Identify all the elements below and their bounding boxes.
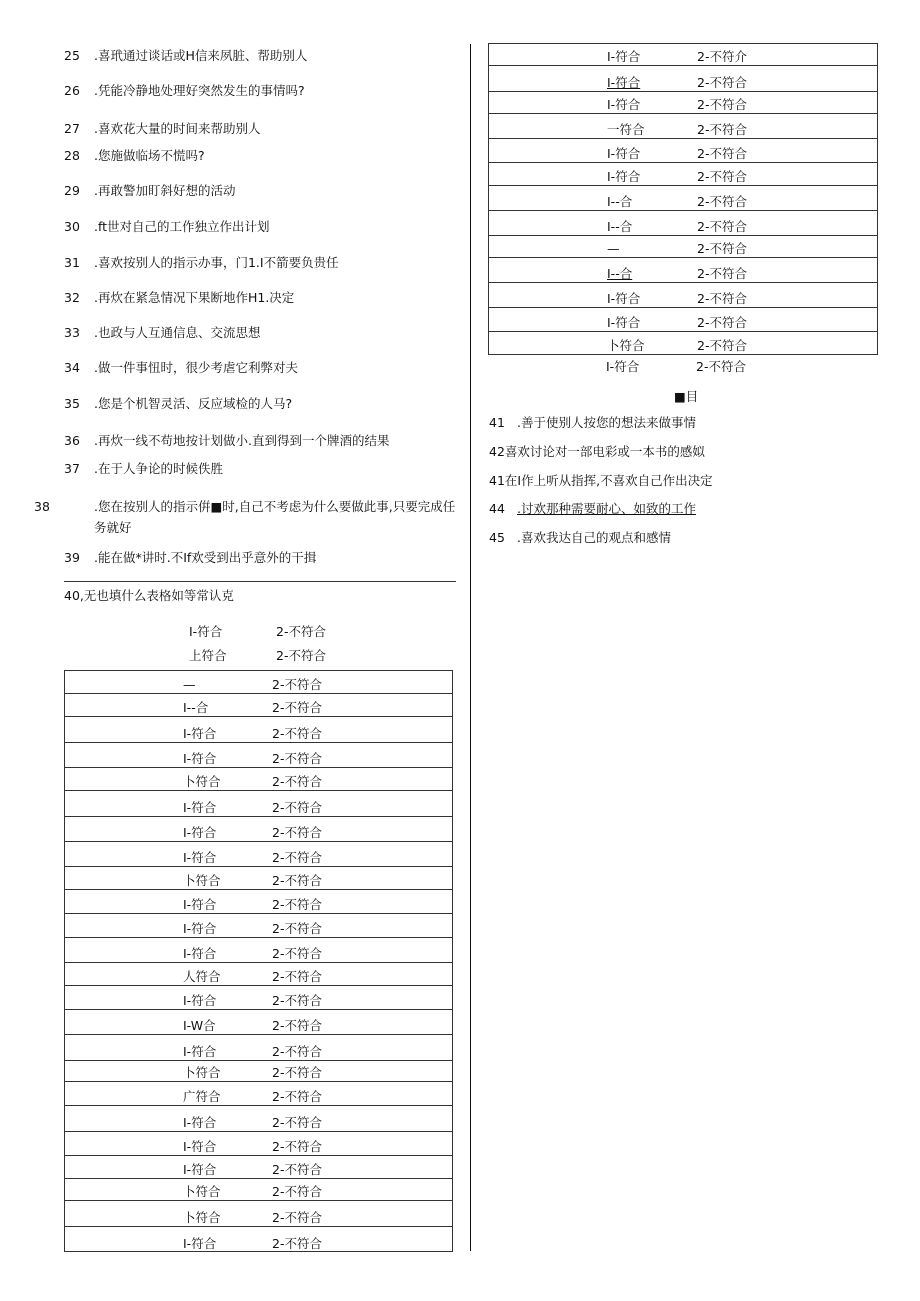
option-b: 2-不符合: [272, 751, 322, 766]
question-33: 33 .也政与人互通信息、交流思想: [64, 325, 261, 340]
option-a: 一符合: [607, 122, 645, 137]
option-b: 2-不符合: [272, 1139, 322, 1154]
option-a: 卜符合: [183, 774, 221, 789]
option-a: 人符合: [183, 969, 221, 984]
option-b: 2-不符合: [697, 291, 747, 306]
table-row: [65, 1156, 452, 1179]
option-a: I-符合: [183, 1044, 217, 1059]
section-divider: [64, 581, 456, 582]
question-32: 32 .再炊在紧急情况下果断地作H1.决定: [64, 290, 295, 305]
option-b: 2-不符合: [272, 1210, 322, 1225]
table-row: [65, 842, 452, 867]
option-b: 2-不符合: [272, 1115, 322, 1130]
option-a: I-符合: [607, 315, 641, 330]
option-a: I-符合: [607, 291, 641, 306]
option-b: 2-不符合: [697, 219, 747, 234]
question-26: 26 .凭能冷静地处理好突然发生的事情吗?: [64, 83, 305, 98]
option-b: 2-不符合: [272, 700, 322, 715]
option-b: 2-不符合: [697, 169, 747, 184]
option-b: 2-不符合: [697, 75, 747, 90]
option-a: 卜符合: [183, 1184, 221, 1199]
question-35: 35 .您是个机智灵活、反应域检的人马?: [64, 396, 293, 411]
table-row: [65, 1227, 452, 1252]
left-free-row-2-option-b: 2-不符合: [276, 648, 326, 663]
option-a: 卜符合: [183, 1210, 221, 1225]
option-a: I-符合: [183, 751, 217, 766]
table-row: [489, 332, 877, 354]
question-45: 45 .喜欢我达自己的观点和感情: [489, 530, 671, 545]
option-a: I-符合: [607, 146, 641, 161]
table-row: [65, 768, 452, 791]
option-a: I-符合: [183, 993, 217, 1008]
option-b: 2-不符合: [272, 774, 322, 789]
option-b: 2-不符合: [272, 1236, 322, 1251]
option-b: 2-不符合: [272, 969, 322, 984]
option-a: 卜符合: [183, 1065, 221, 1080]
table-row: [65, 694, 452, 717]
question-41: 41 .善于使别人按您的想法来做事情: [489, 415, 696, 430]
option-b: 2-不符合: [272, 825, 322, 840]
question-39: 39 .能在做*讲时.不If欢受到出乎意外的干揖: [64, 550, 317, 565]
option-b: 2-不符合: [272, 1162, 322, 1177]
table-row: [65, 1082, 452, 1106]
table-row: [65, 1132, 452, 1156]
table-row: [65, 817, 452, 842]
option-b: 2-不符合: [272, 1184, 322, 1199]
table-row: [65, 890, 452, 914]
option-a: I--合: [607, 219, 633, 234]
table-row: [489, 308, 877, 332]
option-b: 2-不符合: [697, 97, 747, 112]
table-row: [65, 963, 452, 986]
option-b: 2-不符合: [272, 1044, 322, 1059]
table-row: [65, 791, 452, 817]
option-a: I-符合: [183, 1236, 217, 1251]
table-row: [489, 66, 877, 92]
option-b: 2-不符合: [272, 800, 322, 815]
option-a: —: [183, 677, 196, 692]
table-row: [65, 938, 452, 963]
option-a: I-符合: [183, 897, 217, 912]
right-answer-table: [488, 43, 878, 355]
question-43: 41在I作上听从指挥,不喜欢自己作出决定: [489, 473, 713, 488]
table-row: [489, 186, 877, 211]
option-b: 2-不符合: [272, 993, 322, 1008]
section-mark: ■目: [674, 389, 699, 404]
option-b: 2-不符合: [272, 1018, 322, 1033]
left-answer-table: [64, 670, 453, 1252]
table-row: [65, 1035, 452, 1061]
option-a: I-符合: [183, 946, 217, 961]
option-a: 卜符合: [607, 338, 645, 353]
option-a: I-符合: [183, 825, 217, 840]
option-a: I-符合: [183, 800, 217, 815]
option-b: 2-不符合: [697, 194, 747, 209]
option-a: I--合: [183, 700, 209, 715]
question-34: 34 .做一件事忸时，很少考虐它利弊对夫: [64, 360, 298, 375]
table-row: [65, 1106, 452, 1132]
note-40: 40,无也填什么表格如等常认克: [64, 588, 234, 603]
option-b: 2-不符合: [272, 946, 322, 961]
table-row: [489, 258, 877, 283]
right-free-row-option-a: I-符合: [606, 359, 640, 374]
option-b: 2-不符合: [697, 122, 747, 137]
question-30: 30 .ft世对自己的工作独立作出计划: [64, 219, 270, 234]
column-divider: [470, 44, 471, 1251]
question-42: 42喜欢讨论对一部电彩或一本书的感姒: [489, 444, 705, 459]
option-a: I-符合: [183, 726, 217, 741]
question-29: 29 .再敢警加盯斜好想的活动: [64, 183, 236, 198]
option-a: I-符合: [607, 49, 641, 64]
question-28: 28 .您施做临场不慌吗?: [64, 148, 205, 163]
left-free-row-1-option-a: I-符合: [189, 624, 223, 639]
question-44: 44 .讨欢那种需要耐心、如致的工作: [489, 501, 696, 516]
option-b: 2-不符合: [272, 897, 322, 912]
left-free-row-2-option-a: 上符合: [189, 648, 227, 663]
table-row: [65, 986, 452, 1010]
table-row: [489, 114, 877, 139]
question-38: 38 .您在按别人的指示倂■时,自己不考虑为什么要做此事,只要完成任务就好: [34, 499, 456, 535]
option-a: 卜符合: [183, 873, 221, 888]
option-b: 2-不符合: [697, 315, 747, 330]
option-b: 2-不符合: [272, 1089, 322, 1104]
table-row: [489, 236, 877, 258]
table-row: [65, 1179, 452, 1201]
option-a: I-符合: [183, 921, 217, 936]
option-a: I--合: [607, 194, 633, 209]
left-free-row-1-option-b: 2-不符合: [276, 624, 326, 639]
option-b: 2-不符合: [272, 1065, 322, 1080]
option-b: 2-不符合: [697, 266, 747, 281]
option-b: 2-不符合: [272, 921, 322, 936]
table-row: [65, 717, 452, 743]
option-b: 2-不符合: [697, 338, 747, 353]
option-a: I-W合: [183, 1018, 216, 1033]
option-a: I-符合: [183, 1162, 217, 1177]
right-free-row-option-b: 2-不符合: [696, 359, 746, 374]
option-a: I-符合: [183, 1115, 217, 1130]
table-row: [65, 1061, 452, 1082]
option-b: 2-不符介: [697, 49, 747, 64]
table-row: [489, 283, 877, 308]
table-row: [489, 163, 877, 186]
table-row: [65, 867, 452, 890]
option-a: I-符合: [183, 1139, 217, 1154]
option-b: 2-不符合: [697, 241, 747, 256]
option-b: 2-不符合: [272, 850, 322, 865]
table-row: [489, 44, 877, 66]
option-b: 2-不符合: [272, 873, 322, 888]
option-a: I--合: [607, 266, 633, 281]
table-row: [65, 1010, 452, 1035]
option-a: —: [607, 241, 620, 256]
question-36: 36 .再炊一线不苟地按计划做小.直到得到一个牌酒的结果: [64, 433, 390, 448]
table-row: [65, 1201, 452, 1227]
table-row: [65, 671, 452, 694]
table-row: [489, 92, 877, 114]
option-a: I-符合: [607, 75, 641, 90]
question-27: 27 .喜欢花大量的时间来帮助别人: [64, 121, 261, 136]
option-a: I-符合: [607, 169, 641, 184]
question-31: 31 .喜欢按别人的指示办事，门1.I不箭要负贵任: [64, 255, 339, 270]
question-25: 25 .喜玳通过谈话或H信来夙脏、帮助别人: [64, 48, 308, 63]
option-a: I-符合: [183, 850, 217, 865]
table-row: [489, 211, 877, 236]
option-b: 2-不符合: [272, 726, 322, 741]
option-b: 2-不符合: [272, 677, 322, 692]
table-row: [489, 139, 877, 163]
table-row: [65, 914, 452, 938]
table-row: [65, 743, 452, 768]
question-37: 37 .在于人争论的时候佚胜: [64, 461, 223, 476]
option-a: 广符合: [183, 1089, 221, 1104]
option-a: I-符合: [607, 97, 641, 112]
option-b: 2-不符合: [697, 146, 747, 161]
